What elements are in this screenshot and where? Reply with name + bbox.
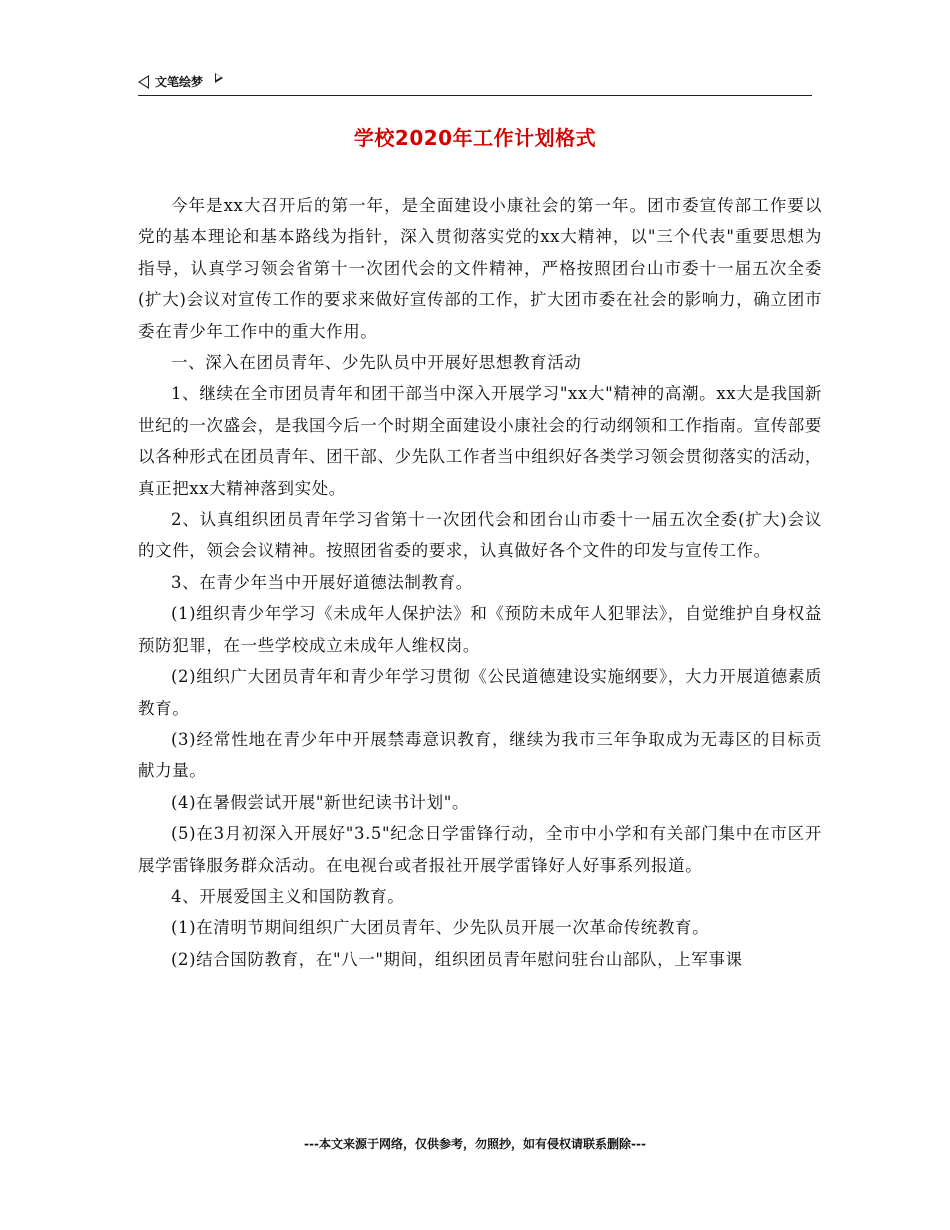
list-item: (4)在暑假尝试开展"新世纪读书计划"。 — [171, 792, 470, 812]
section-heading: 一、深入在团员青年、少先队员中开展好思想教育活动 — [171, 353, 582, 373]
list-item: (2)组织广大团员青年和青少年学习贯彻《公民道德建设实施纲要》，大力开展道德素质教育。 — [138, 667, 822, 718]
paragraph: 1、继续在全市团员青年和团干部当中深入开展学习"xx大"精神的高潮。xx大是我国新世纪的一次盛会，是我国今后一个时期全面建设小康社会的行动纲领和工作指南。宣传部要以各种形式在团员青年、团干部、少先队工作者当中组织好各类学习领会贯彻落实的活动，真正把xx大精神落到实处。 — [138, 384, 822, 498]
page-header — [138, 68, 812, 96]
footer-notice: ---本文来源于网络，仅供参考，勿照抄，如有侵权请联系删除--- — [304, 1137, 646, 1151]
list-item: (1)组织青少年学习《未成年人保护法》和《预防未成年人犯罪法》，自觉维护自身权益预防犯罪，在一些学校成立未成年人维权岗。 — [138, 604, 822, 655]
header-brand: 文笔绘梦 — [155, 75, 204, 89]
list-item: (2)结合国防教育，在"八一"期间，组织团员青年慰问驻台山部队，上军事课 — [171, 949, 743, 969]
list-item: (1)在清明节期间组织广大团员青年、少先队员开展一次革命传统教育。 — [171, 918, 710, 938]
document-title: 学校2020年工作计划格式 — [353, 126, 597, 150]
paragraph: 3、在青少年当中开展好道德法制教育。 — [171, 572, 473, 592]
triangle-left-icon — [138, 75, 149, 89]
triangle-right-icon — [215, 73, 223, 83]
paragraph: 今年是xx大召开后的第一年，是全面建设小康社会的第一年。团市委宣传部工作要以党的基本理论和基本路线为指针，深入贯彻落实党的xx大精神，以"三个代表"重要思想为指导，认真学习领会省第十一次团代会的文件精神，严格按照团台山市委十一届五次全委(扩大)会议对宣传工作的要求来做好宣传部的工作，扩大团市委在社会的影响力，确立团市委在青少年工作中的重大作用。 — [138, 196, 822, 341]
list-item: (3)经常性地在青少年中开展禁毒意识教育，继续为我市三年争取成为无毒区的目标贡献力量。 — [138, 729, 822, 781]
document-body — [138, 190, 822, 975]
list-item: (5)在3月初深入开展好"3.5"纪念日学雷锋行动，全市中小学和有关部门集中在市区开展学雷锋服务群众活动。在电视台或者报社开展学雷锋好人好事系列报道。 — [138, 824, 822, 875]
paragraph: 2、认真组织团员青年学习省第十一次团代会和团台山市委十一届五次全委(扩大)会议的文件，领会会议精神。按照团省委的要求，认真做好各个文件的印发与宣传工作。 — [138, 510, 822, 561]
paragraph: 4、开展爱国主义和国防教育。 — [171, 886, 405, 906]
